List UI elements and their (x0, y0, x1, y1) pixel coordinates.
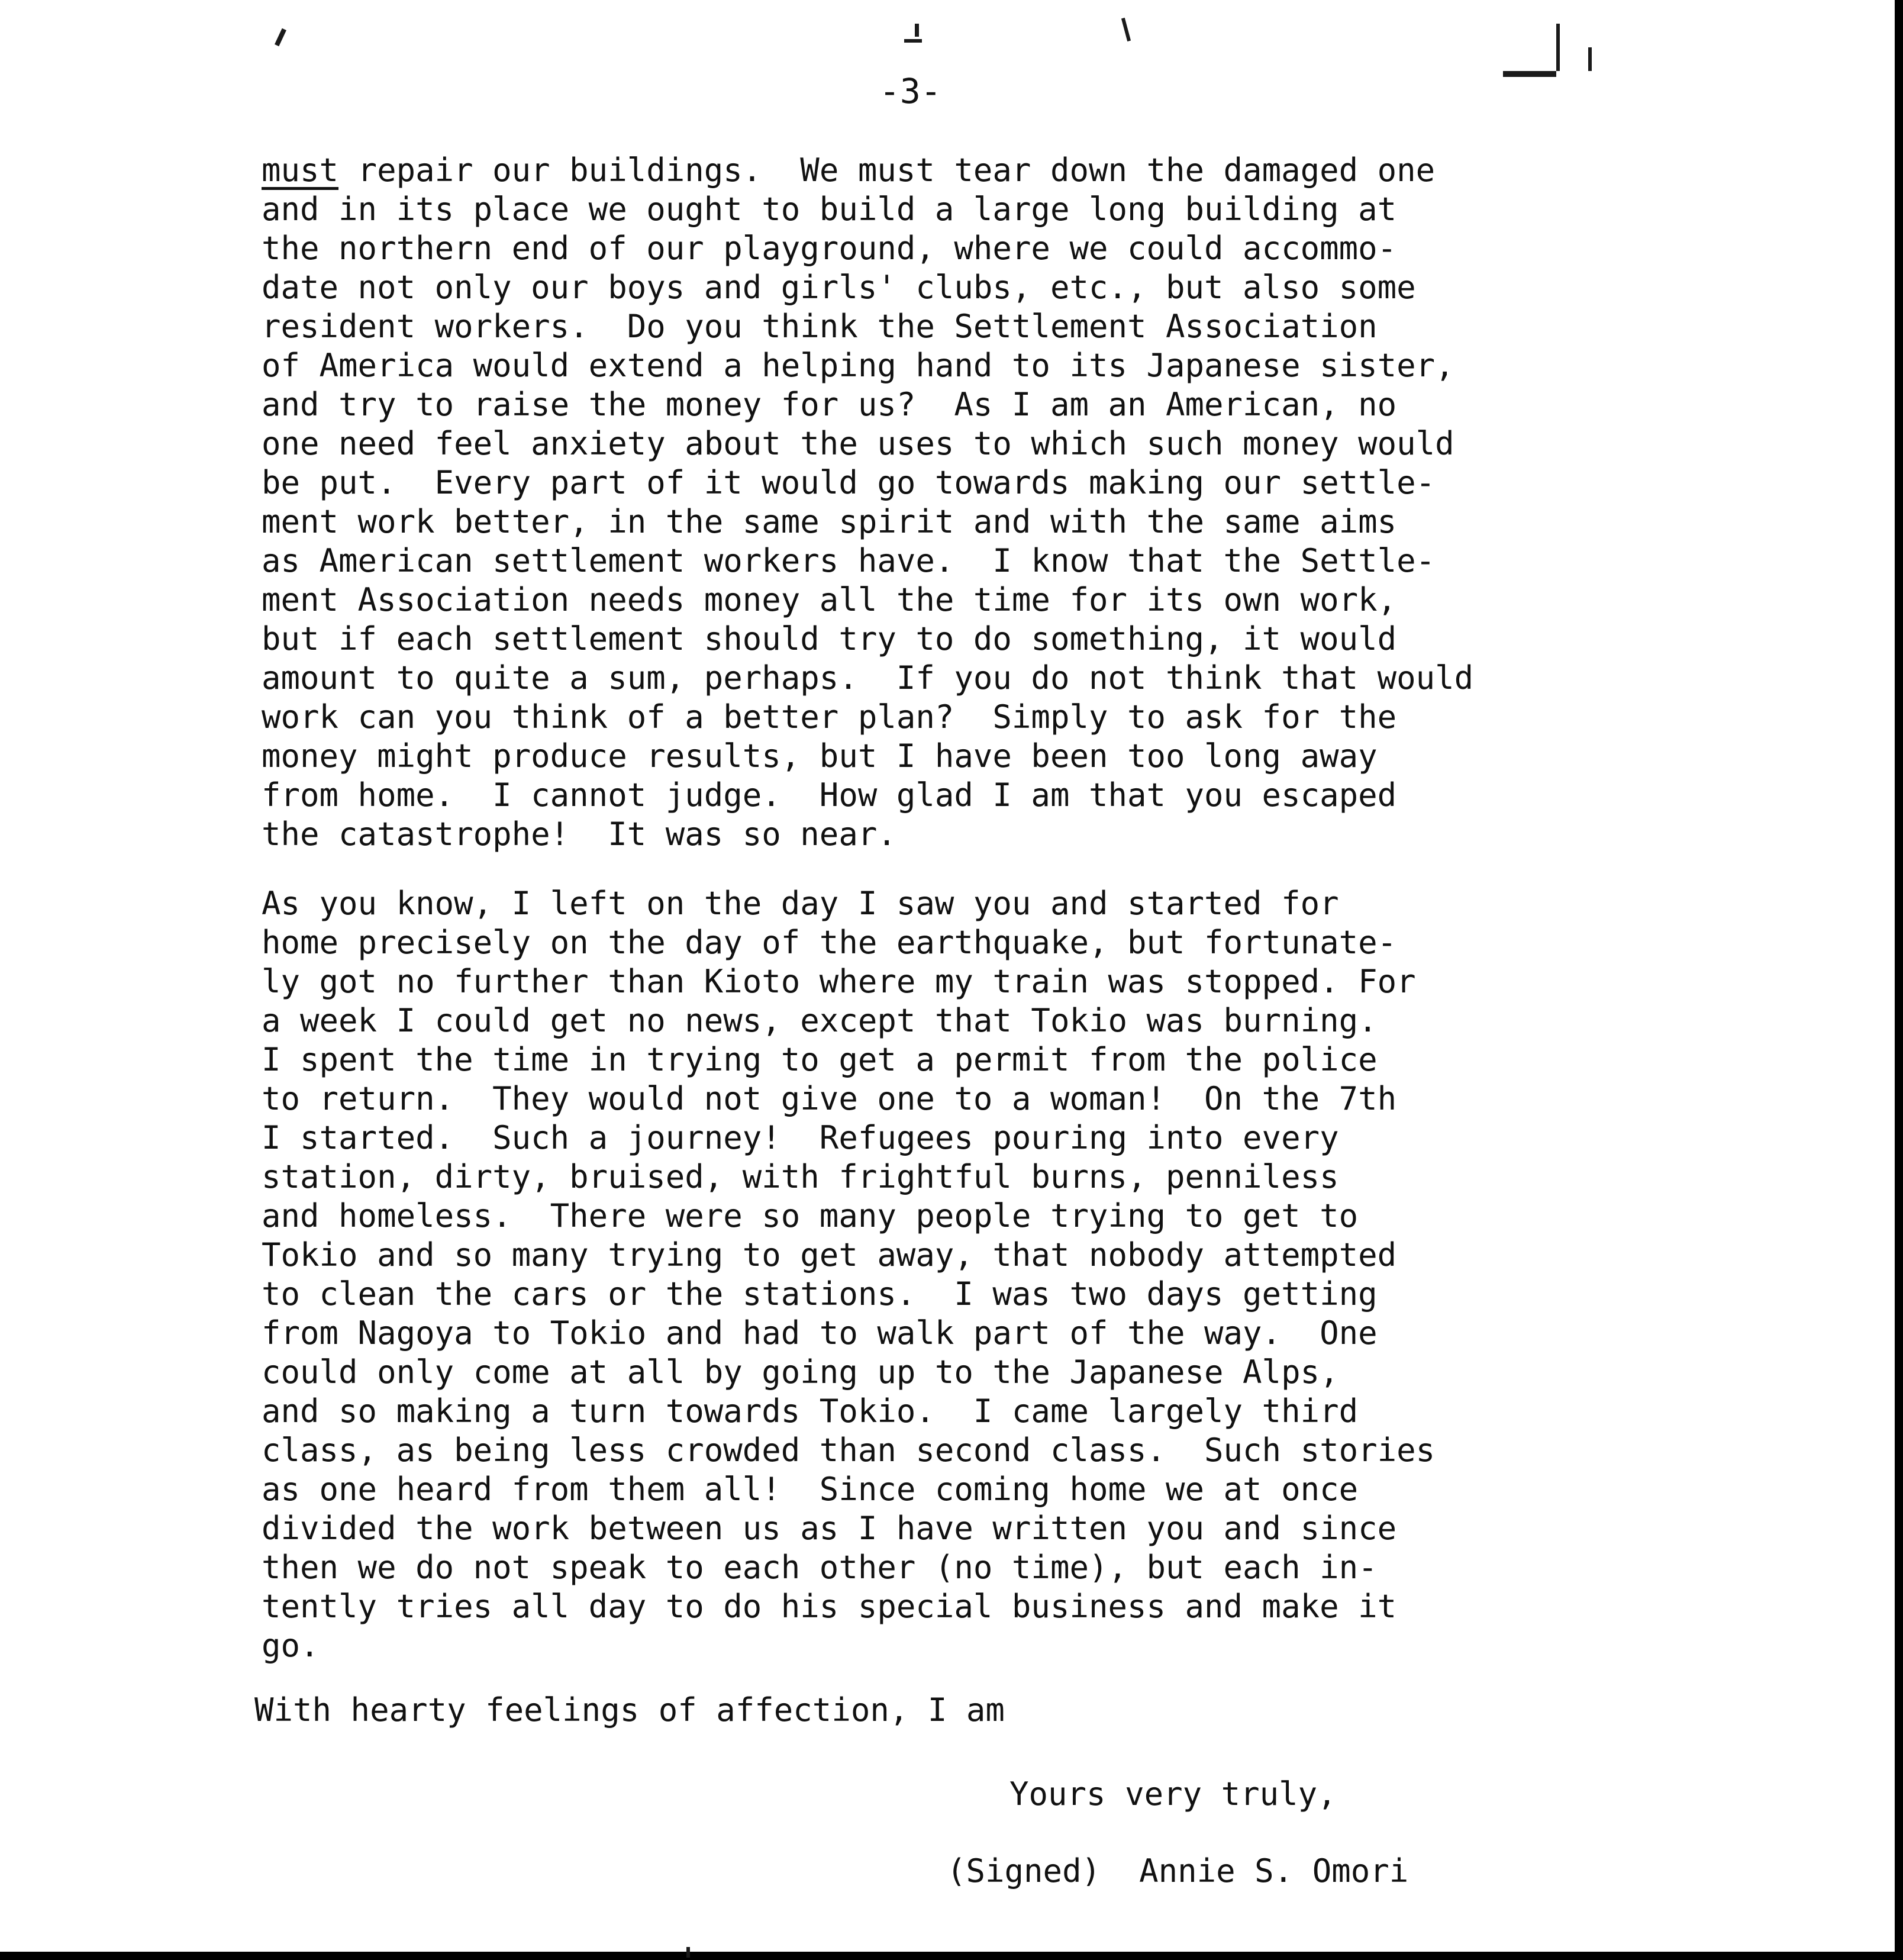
paragraph-1-line: the catastrophe! It was so near. (262, 815, 896, 853)
valediction: Yours very truly, (1009, 1775, 1337, 1813)
scan-mark (1503, 71, 1556, 77)
paragraph-1-line: but if each settlement should try to do something, it would (262, 620, 1397, 657)
paragraph-1-line: work can you think of a better plan? Simply to ask for the (262, 698, 1397, 736)
paragraph-2-line: As you know, I left on the day I saw you and started for (262, 885, 1339, 922)
paragraph-2-line: go. (262, 1627, 320, 1664)
paragraph-1-line: as American settlement workers have. I know that the Settle- (262, 542, 1436, 579)
paragraph-2-line: Tokio and so many trying to get away, that nobody attempted (262, 1236, 1397, 1274)
paragraph-2-line: to clean the cars or the stations. I was two days getting (262, 1275, 1378, 1313)
page-number: -3- (879, 71, 941, 111)
paragraph-1 (262, 151, 1711, 854)
signature-line: (Signed) Annie S. Omori (947, 1852, 1409, 1890)
paragraph-2-line: home precisely on the day of the earthquake, but fortunate- (262, 924, 1397, 961)
paragraph-1-line: and try to raise the money for us? As I am an American, no (262, 386, 1397, 423)
scan-mark (1556, 24, 1560, 71)
paragraph-1-line: amount to quite a sum, perhaps. If you do not think that would (262, 659, 1474, 697)
scan-mark (275, 28, 286, 47)
paragraph-2-line: I spent the time in trying to get a permit from the police (262, 1041, 1378, 1078)
paragraph-1-line: resident workers. Do you think the Settlement Association (262, 308, 1378, 345)
paragraph-2-line: then we do not speak to each other (no time), but each in- (262, 1549, 1378, 1586)
paragraph-2-line: station, dirty, bruised, with frightful burns, penniless (262, 1158, 1339, 1195)
closing-line: With hearty feelings of affection, I am (254, 1691, 1005, 1729)
paragraph-2-line: class, as being less crowded than second class. Such stories (262, 1432, 1436, 1469)
paragraph-2-line: divided the work between us as I have written you and since (262, 1510, 1397, 1547)
paragraph-1-line: one need feel anxiety about the uses to which such money would (262, 425, 1454, 462)
paragraph-1-line: be put. Every part of it would go towards making our settle- (262, 464, 1436, 501)
paragraph-2-line: and homeless. There were so many people trying to get to (262, 1197, 1359, 1234)
paragraph-1-line: ment Association needs money all the time for its own work, (262, 581, 1397, 618)
paragraph-1-line: date not only our boys and girls' clubs, etc., but also some (262, 269, 1416, 306)
paragraph-1-line: and in its place we ought to build a large long building at (262, 191, 1397, 228)
paragraph-2 (262, 884, 1711, 1665)
underlined-word: must (262, 151, 339, 189)
paragraph-1-line-1: must repair our buildings. We must tear down the damaged one (262, 151, 1436, 189)
paragraph-1-line: money might produce results, but I have been too long away (262, 737, 1378, 775)
paragraph-2-line: a week I could get no news, except that Tokio was burning. (262, 1002, 1378, 1039)
paragraph-2-line: and so making a turn towards Tokio. I came largely third (262, 1392, 1359, 1430)
scan-mark (904, 39, 922, 43)
paragraph-2-line: as one heard from them all! Since coming home we at once (262, 1471, 1359, 1508)
scan-mark (686, 1947, 690, 1958)
paragraph-1-line: the northern end of our playground, where we could accommo- (262, 230, 1397, 267)
paragraph-2-line: I started. Such a journey! Refugees pouring into every (262, 1119, 1339, 1156)
paragraph-2-line: from Nagoya to Tokio and had to walk part of the way. One (262, 1314, 1378, 1352)
scan-mark (1121, 18, 1131, 41)
paragraph-1-line: from home. I cannot judge. How glad I am that you escaped (262, 776, 1397, 814)
scan-mark (915, 24, 919, 37)
paragraph-1-line: ment work better, in the same spirit and with the same aims (262, 503, 1397, 540)
paragraph-2-line: could only come at all by going up to the Japanese Alps, (262, 1353, 1339, 1391)
scan-mark (1588, 47, 1592, 71)
paragraph-2-line: to return. They would not give one to a woman! On the 7th (262, 1080, 1397, 1117)
paragraph-2-line: tently tries all day to do his special business and make it (262, 1588, 1397, 1625)
paragraph-1-line: of America would extend a helping hand to its Japanese sister, (262, 347, 1454, 384)
paragraph-2-line: ly got no further than Kioto where my train was stopped. For (262, 963, 1416, 1000)
